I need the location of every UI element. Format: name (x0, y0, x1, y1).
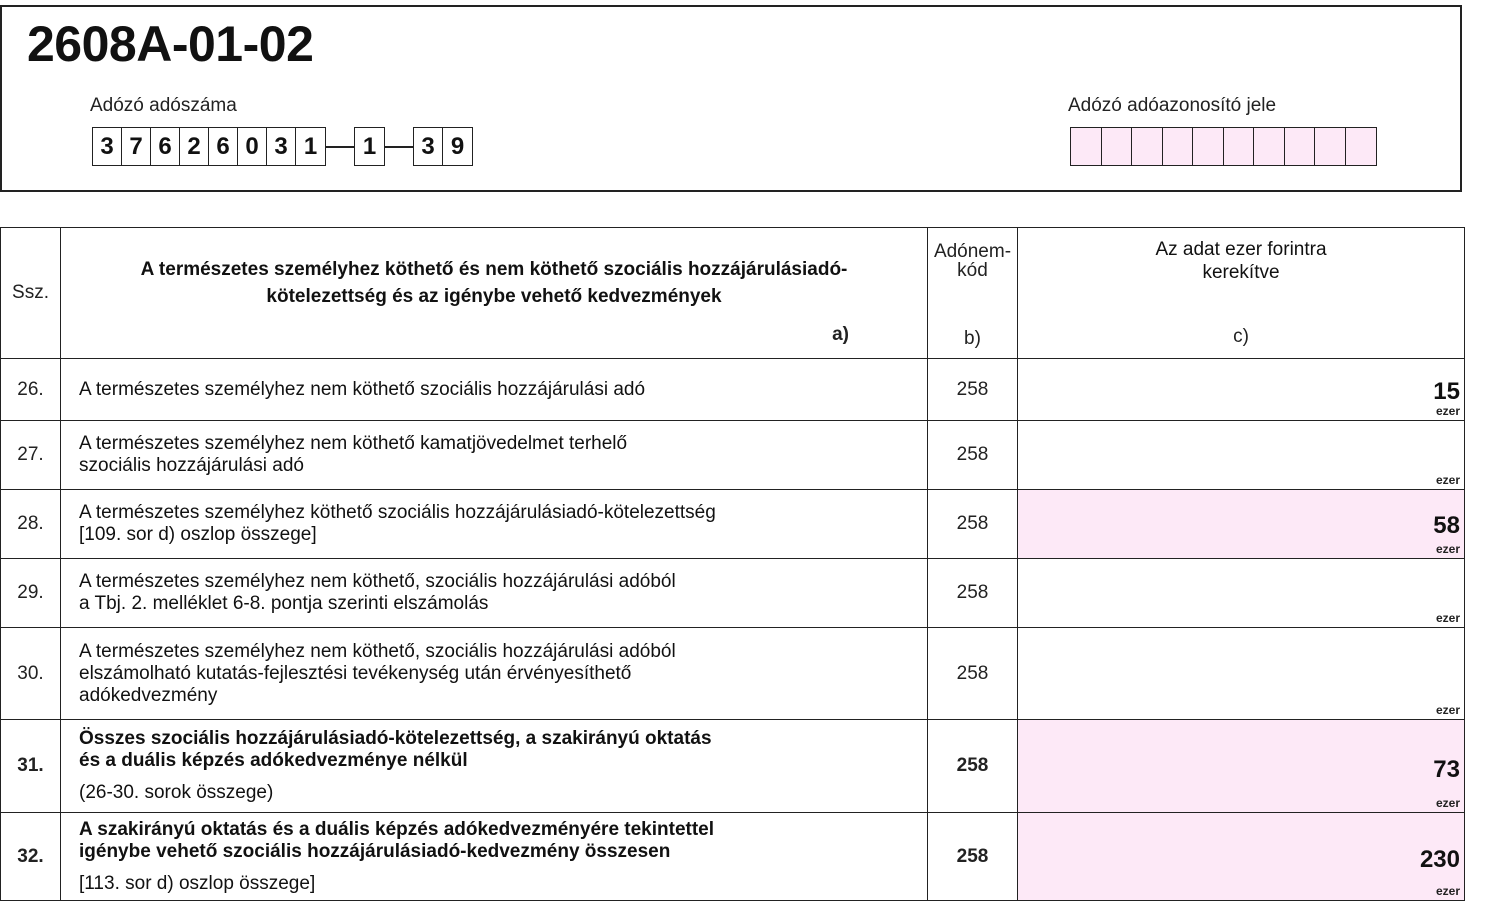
table-row (1, 559, 1465, 628)
adoszam-digit[interactable]: 1 (303, 132, 318, 160)
adoszam-digit[interactable]: 3 (267, 128, 296, 165)
separator-dash (385, 146, 413, 148)
row-description (61, 720, 928, 813)
row-value-cell[interactable] (1018, 359, 1465, 421)
adoszam-field[interactable] (92, 127, 473, 166)
row-value-cell[interactable] (1018, 421, 1465, 490)
adoszam-group-1[interactable] (92, 127, 326, 166)
row-desc-line: A természetes személyhez nem köthető kamatjövedelmet terhelő (79, 433, 628, 454)
row-number: 32. (1, 813, 61, 901)
adoszam-group-3[interactable] (413, 127, 473, 166)
adoszam-digit[interactable]: 6 (151, 128, 180, 165)
adoazonosito-cell[interactable] (1224, 128, 1255, 165)
unit-label: ezer (1435, 542, 1460, 556)
adoazonosito-cell[interactable] (1346, 128, 1377, 165)
unit-label: ezer (1435, 884, 1460, 898)
desc-header-text: A természetes személyhez köthető és nem köthető szociális hozzájárulásiadó-kötelezettség és az igénybe vehető kedvezmények (140, 259, 848, 307)
adoszam-digit[interactable]: 6 (209, 128, 238, 165)
adoazonosito-cell[interactable] (1132, 128, 1163, 165)
unit-label: ezer (1435, 611, 1460, 625)
table-row (1, 628, 1465, 720)
adoazonosito-cell[interactable] (1315, 128, 1346, 165)
adoszam-digit[interactable]: 2 (180, 128, 209, 165)
row-desc-note: (26-30. sorok összege) (79, 782, 274, 803)
table-row (1, 359, 1465, 421)
kod-header-line2: kód (957, 260, 988, 281)
row-value-cell[interactable] (1018, 720, 1465, 813)
adoazonosito-cell[interactable] (1285, 128, 1316, 165)
row-value[interactable]: 58 (1433, 512, 1460, 539)
adoazonosito-cell[interactable] (1193, 128, 1224, 165)
kod-header-line1: Adónem- (933, 241, 1012, 262)
col-b-label: b) (964, 328, 981, 349)
row-description (61, 359, 928, 421)
row-number: 26. (1, 359, 61, 421)
row-kod: 258 (928, 628, 1018, 720)
adoszam-digit[interactable]: 1 (362, 132, 377, 160)
table-row (1, 490, 1465, 559)
row-desc-line: A természetes személyhez köthető szociális hozzájárulásiadó-kötelezettség (79, 502, 716, 523)
adoazonosito-label: Adózó adóazonosító jele (1068, 95, 1277, 116)
row-desc-line: elszámolható kutatás-fejlesztési tevékenység után érvényesíthető (79, 662, 632, 684)
row-desc-line: Összes szociális hozzájárulásiadó-kötelezettség, a szakirányú oktatás (79, 728, 712, 749)
col-a-label: a) (832, 324, 849, 345)
row-description (61, 559, 928, 628)
adoszam-digit[interactable]: 9 (450, 132, 465, 160)
value-header (1018, 228, 1465, 359)
row-kod: 258 (928, 813, 1018, 901)
value-header-text: Az adat ezer forintra kerekítve (1155, 239, 1327, 283)
row-value-cell[interactable] (1018, 813, 1465, 901)
col-c-label: c) (1233, 326, 1249, 347)
row-desc-line: A természetes személyhez nem köthető szociális hozzájárulási adó (79, 378, 646, 400)
row-desc-line: szociális hozzájárulási adó (79, 455, 304, 476)
row-kod: 258 (928, 559, 1018, 628)
adoszam-digit[interactable]: 7 (122, 128, 151, 165)
row-kod: 258 (928, 720, 1018, 813)
row-desc-line: A szakirányú oktatás és a duális képzés adókedvezményére tekintettel (79, 818, 715, 840)
row-value[interactable]: 230 (1419, 846, 1460, 873)
row-desc-line: [109. sor d) oszlop összege] (79, 524, 317, 545)
unit-label: ezer (1435, 473, 1460, 487)
row-description (61, 490, 928, 559)
table-row (1, 720, 1465, 813)
row-description (61, 813, 928, 901)
row-value-cell[interactable] (1018, 490, 1465, 559)
row-desc-line: igénybe vehető szociális hozzájárulásiadó-kedvezmény összesen (79, 840, 671, 862)
row-description (61, 421, 928, 490)
row-desc-line: és a duális képzés adókedvezménye nélkül (79, 750, 468, 771)
row-kod: 258 (928, 490, 1018, 559)
row-number: 29. (1, 559, 61, 628)
row-kod: 258 (928, 421, 1018, 490)
adoazonosito-field[interactable] (1070, 127, 1377, 166)
separator-dash (326, 146, 354, 148)
row-desc-line: A természetes személyhez nem köthető, szociális hozzájárulási adóból (79, 640, 676, 662)
row-value[interactable]: 15 (1433, 378, 1460, 405)
row-desc-line: A természetes személyhez nem köthető, szociális hozzájárulási adóból (79, 571, 676, 592)
adoazonosito-cell[interactable] (1254, 128, 1285, 165)
row-value[interactable]: 73 (1433, 756, 1460, 783)
ssz-header: Ssz. (1, 228, 61, 359)
adoszam-group-2[interactable] (354, 127, 385, 166)
adoszam-digit[interactable]: 3 (93, 128, 122, 165)
row-number: 30. (1, 628, 61, 720)
row-description (61, 628, 928, 720)
row-number: 31. (1, 720, 61, 813)
adoazonosito-cell[interactable] (1102, 128, 1133, 165)
adoazonosito-cell[interactable] (1163, 128, 1194, 165)
row-value-cell[interactable] (1018, 628, 1465, 720)
form-header (0, 5, 1462, 192)
unit-label: ezer (1435, 404, 1460, 418)
row-number: 27. (1, 421, 61, 490)
row-kod: 258 (928, 359, 1018, 421)
row-desc-note: [113. sor d) oszlop összege] (79, 872, 316, 894)
row-number: 28. (1, 490, 61, 559)
table-row (1, 421, 1465, 490)
adoszam-label: Adózó adószáma (90, 95, 237, 116)
kod-header (928, 228, 1018, 359)
row-value-cell[interactable] (1018, 559, 1465, 628)
row-desc-line: adókedvezmény (79, 684, 218, 706)
table-header-row (1, 228, 1465, 359)
unit-label: ezer (1435, 703, 1460, 717)
form-code: 2608A-01-02 (27, 16, 314, 72)
tax-table (0, 227, 1465, 901)
unit-label: ezer (1435, 796, 1460, 810)
row-desc-line: a Tbj. 2. melléklet 6-8. pontja szerinti elszámolás (79, 593, 489, 614)
table-row (1, 813, 1465, 901)
adoszam-digit[interactable]: 0 (238, 128, 267, 165)
desc-header (61, 228, 928, 359)
adoazonosito-cell[interactable] (1071, 128, 1102, 165)
adoszam-digit[interactable]: 3 (414, 128, 443, 165)
